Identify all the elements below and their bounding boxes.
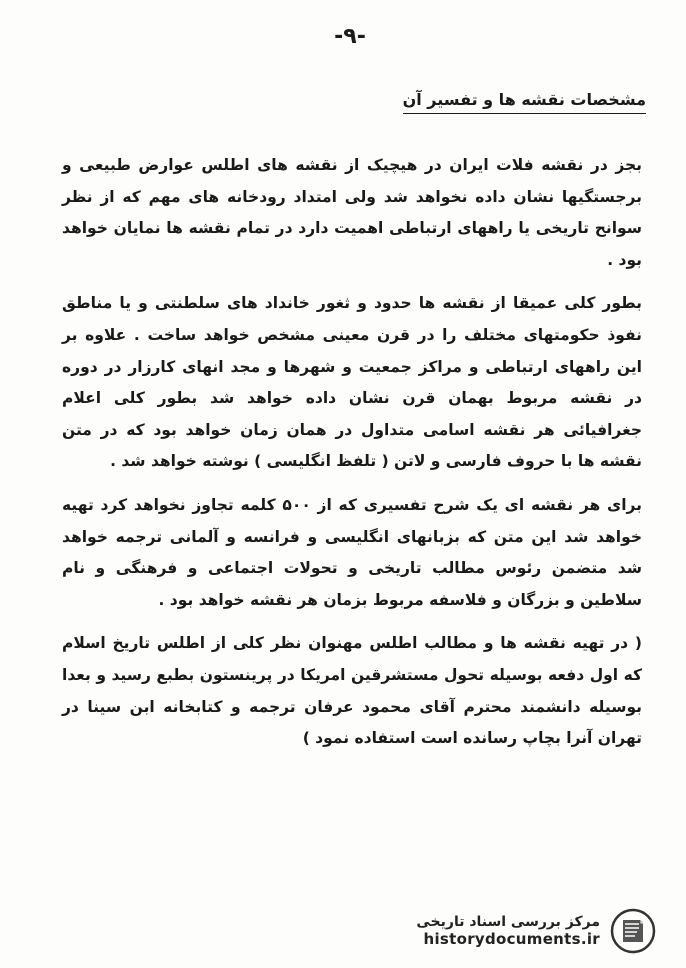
- watermark-name: مرکز بررسی اسناد تاریخی: [416, 914, 600, 930]
- body-text: [62, 150, 642, 755]
- watermark-text: [416, 914, 600, 948]
- page-number: -۹-: [334, 24, 366, 49]
- paragraph-2: بطور کلی عمیقا از نقشه ها حدود و ثغور خانداد های سلطنتی و یا مناطق نفوذ حکومتهای مختلف را در قرن معینی مشخص خواهد ساخت . علاوه بر این راههای ارتباطی و مراکز جمعیت و شهرها و مجد انهای کارزار در دوره در نقشه مربوط بهمان قرن نشان داده خواهد شد بطور کلی اعلام جغرافیائی هر نقشه اسامی متداول در همان زمان خواهد بود که در متن نقشه ها با حروف فارسی و لاتن ( تلفظ انگلیسی ) نوشته خواهد شد .: [62, 294, 642, 471]
- watermark: [416, 908, 656, 954]
- paragraph-3: برای هر نقشه ای یک شرح تفسیری که از ۵۰۰ کلمه تجاوز نخواهد کرد تهیه خواهد شد این متن که بزبانهای انگلیسی و فرانسه و آلمانی ترجمه خواهد شد متضمن رئوس مطالب تاریخی و تحولات اجتماعی و فرهنگی و نام سلاطین و بزرگان و فلاسفه مربوط بزمان هر نقشه خواهد بود .: [62, 495, 642, 609]
- paragraph-1: بجز در نقشه فلات ایران در هیچیک از نقشه های اطلس عوارض طبیعی و برجستگیها نشان داده نخواهد شد ولی امتداد رودخانه های مهم که از نظر سوانح تاریخی یا راههای ارتباطی اهمیت دارد در تمام نقشه ها نمایان خواهد بود .: [62, 156, 642, 269]
- document-seal-icon: [610, 908, 656, 954]
- section-title: مشخصات نقشه ها و تفسیر آن: [403, 90, 646, 114]
- watermark-site: historydocuments.ir: [423, 930, 600, 948]
- paragraph-4: ( در تهیه نقشه ها و مطالب اطلس مهنوان نظر کلی از اطلس تاریخ اسلام که اول دفعه بوسیله تحول مستشرقین امریکا در پرینستون بطبع رسید و بعدا بوسیله دانشمند محترم آقای محمود عرفان ترجمه و کتابخانه ابن سینا در تهران آنرا بچاپ رسانده است استفاده نمود ): [62, 634, 642, 748]
